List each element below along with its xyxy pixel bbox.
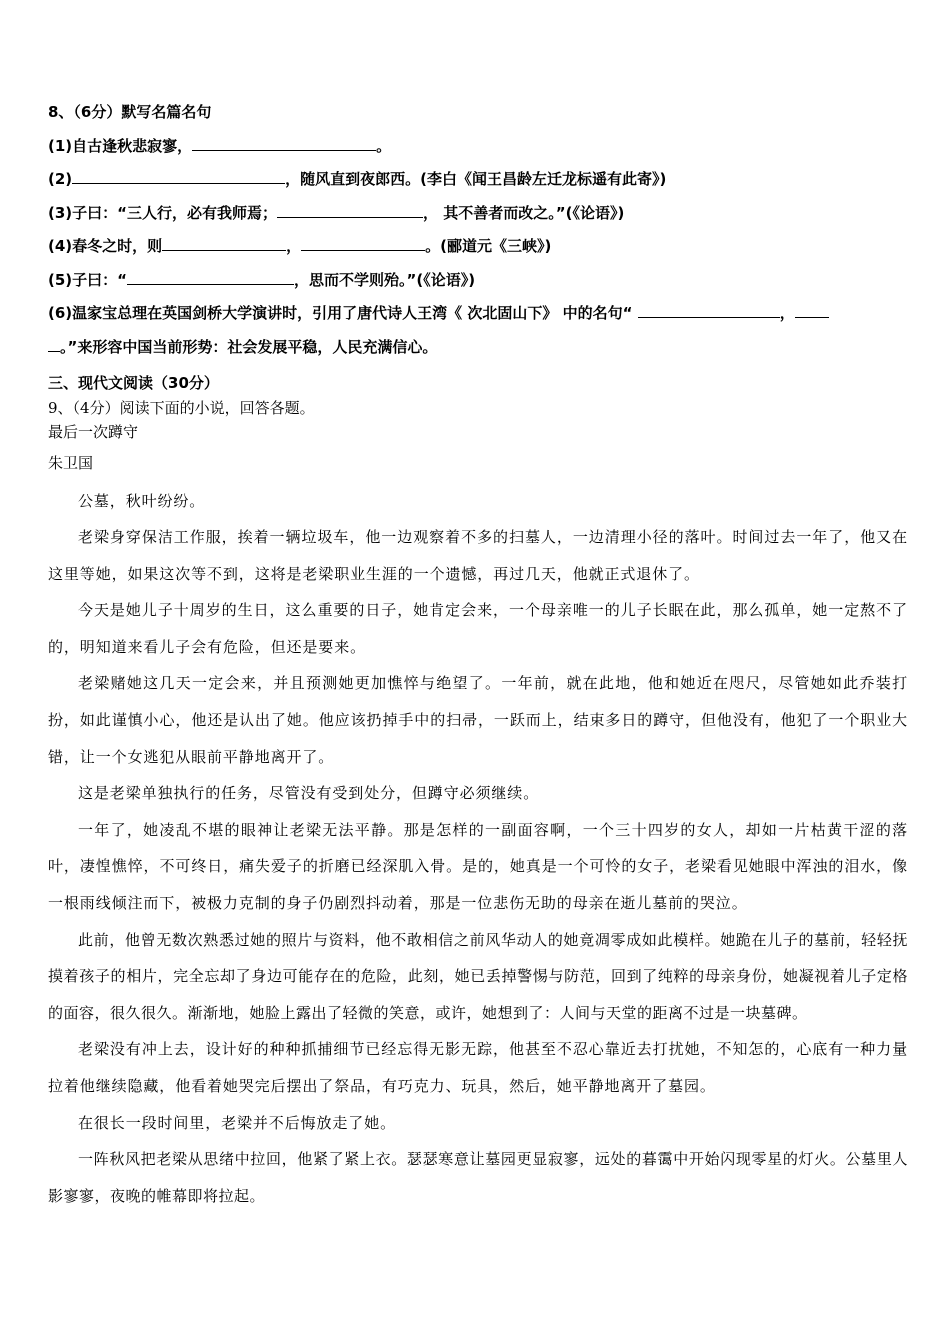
story-paragraph: 这是老梁单独执行的任务，尽管没有受到处分，但蹲守必须继续。	[78, 784, 540, 803]
q8-item-4-post: 。(郦道元《三峡》)	[425, 237, 552, 255]
story-title: 最后一次蹲守	[48, 422, 139, 441]
answer-blank[interactable]	[127, 269, 294, 285]
answer-blank[interactable]	[301, 235, 425, 251]
q8-item-1	[48, 135, 908, 169]
story-author: 朱卫国	[48, 453, 94, 472]
story-paragraph: 在很长一段时间里，老梁并不后悔放走了她。	[78, 1113, 397, 1132]
answer-blank[interactable]	[638, 302, 780, 318]
q8-item-4	[48, 235, 908, 269]
q8-item-2-pre: (2)	[48, 170, 73, 188]
q8-item-5-post: ，思而不学则殆。”(《论语》)	[294, 270, 476, 289]
story-paragraph: 老梁赌她这几天一定会来，并且预测她更加憔悴与绝望了。一年前，就在此地，他和她近在咫尺，尽管她如此乔装打扮，如此谨慎小心，他还是认出了她。他应该扔掉手中的扫帚，一跃而上，结束多日的蹲守，但他没有，他犯了一个职业大错，让一个女逃犯从眼前平静地离开了。	[48, 674, 908, 766]
story-paragraph: 一年了，她凌乱不堪的眼神让老梁无法平静。那是怎样的一副面容啊，一个三十四岁的女人，却如一片枯黄干涩的落叶，凄惶憔悴，不可终日，痛失爱子的折磨已经深肌入骨。是的，她真是一个可怜的女子，老梁看见她眼中浑浊的泪水，像一根雨线倾注而下，被极力克制的身子仍剧烈抖动着，那是一位悲伤无助的母亲在逝儿墓前的哭泣。	[48, 820, 908, 913]
q8-item-6-mid: ，	[779, 304, 795, 322]
story-paragraph: 一阵秋风把老梁从思绪中拉回，他紧了紧上衣。瑟瑟寒意让墓园更显寂寥，远处的暮霭中开始闪现零星的灯火。公墓里人影寥寥，夜晚的帷幕即将拉起。	[48, 1150, 908, 1205]
story-paragraph: 老梁身穿保洁工作服，挨着一辆垃圾车，他一边观察着不多的扫墓人，一边清理小径的落叶。时间过去一年了，他又在这里等她，如果这次等不到，这将是老梁职业生涯的一个遗憾，再过几天，他就正式退休了。	[48, 528, 908, 583]
q8-item-4-mid: ，	[286, 237, 302, 255]
q8-item-3-pre: (3)子曰：“三人行，必有我师焉；	[48, 203, 278, 222]
q8-item-6-cont-text: 。”来形容中国当前形势：社会发展平稳，人民充满信心。	[60, 338, 438, 356]
answer-blank[interactable]	[72, 168, 285, 184]
story-paragraph: 老梁没有冲上去，设计好的种种抓捕细节已经忘得无影无踪，他甚至不忍心靠近去打扰她，不知怎的，心底有一种力量拉着他继续隐藏，他看着她哭完后摆出了祭品，有巧克力、玩具，然后，她平静地离开了墓园。	[48, 1040, 908, 1095]
q8-item-5	[48, 269, 908, 303]
q8-item-1-pre: (1)自古逢秋悲寂寥，	[48, 136, 193, 155]
story-paragraph: 公墓，秋叶纷纷。	[78, 491, 206, 510]
story-paragraph: 今天是她儿子十周岁的生日，这么重要的日子，她肯定会来，一个母亲唯一的儿子长眠在此，那么孤单，她一定熬不了的，明知道来看儿子会有危险，但还是要来。	[48, 601, 908, 656]
answer-blank[interactable]	[162, 235, 286, 251]
q8-item-1-post: 。	[376, 136, 392, 155]
q8-item-5-pre: (5)子曰：“	[48, 270, 128, 289]
q8-item-2	[48, 168, 908, 202]
answer-blank[interactable]	[192, 135, 376, 151]
q8-item-3	[48, 202, 908, 236]
answer-blank[interactable]	[277, 202, 423, 218]
section-title: 三、现代文阅读（30分）	[48, 373, 219, 392]
q8-item-4-pre: (4)春冬之时，则	[48, 237, 163, 255]
story-paragraph: 此前，他曾无数次熟悉过她的照片与资料，他不敢相信之前风华动人的她竟凋零成如此模样。她跪在儿子的墓前，轻轻抚摸着孩子的相片，完全忘却了身边可能存在的危险，此刻，她已丢掉警惕与防范，回到了纯粹的母亲身份，她凝视着儿子定格的面容，很久很久。渐渐地，她脸上露出了轻微的笑意，或许，她想到了：人间与天堂的距离不过是一块墓碑。	[48, 930, 908, 1022]
q8-item-6-continuation	[48, 336, 908, 370]
q8-header: 8、（6分）默写名篇名句	[48, 103, 212, 121]
q8-item-2-post: ，随风直到夜郎西。(李白《闻王昌龄左迁龙标遥有此寄》)	[285, 170, 667, 188]
q8-item-3-post: ， 其不善者而改之。”(《论语》)	[423, 203, 625, 222]
answer-blank[interactable]	[48, 336, 60, 352]
q9-header: 9、（4分）阅读下面的小说，回答各题。	[48, 398, 315, 417]
q8-item-6	[48, 302, 908, 336]
exam-page	[48, 101, 908, 1214]
q8-item-6-pre: (6)温家宝总理在英国剑桥大学演讲时，引用了唐代诗人王湾《 次北固山下》 中的名句“	[48, 304, 638, 322]
answer-blank[interactable]	[795, 302, 829, 318]
